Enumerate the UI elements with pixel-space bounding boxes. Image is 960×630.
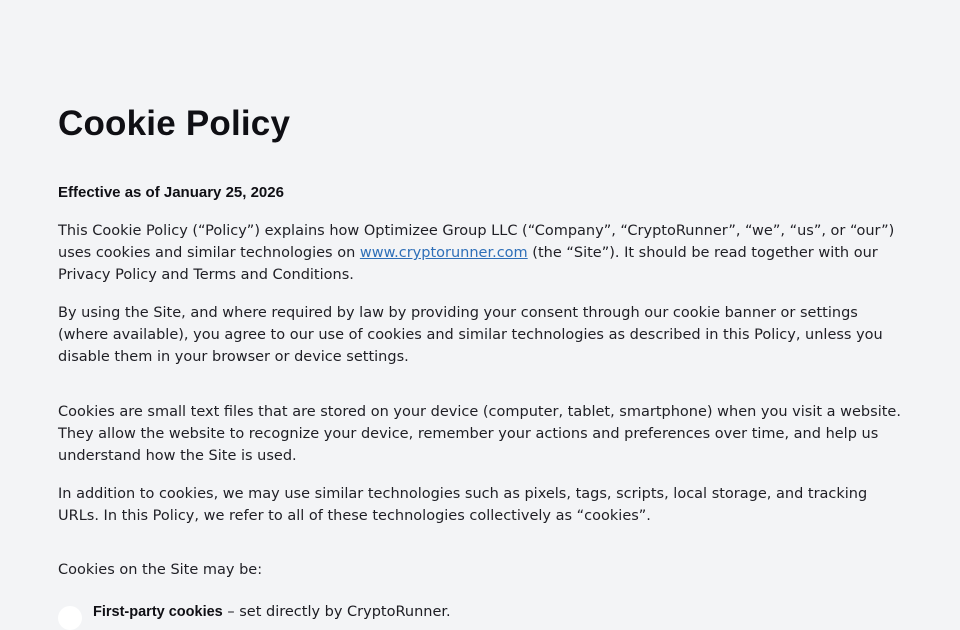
effective-date: Effective as of January 25, 2026	[58, 184, 284, 201]
similar-technologies-paragraph: In addition to cookies, we may use similar technologies such as pixels, tags, scripts, local storage, and tracking URLs. In this Policy, we refer to all of these technologies collectively as “cookies”.	[58, 486, 868, 524]
list-item-text: – set directly by CryptoRunner.	[222, 604, 451, 620]
intro-paragraph-1	[58, 220, 903, 286]
intro-text-before-link: This Cookie Policy (“Policy”) explains how Optimizee Group LLC (“Company”, “CryptoRunner”, “we”, “us”, or “our”) uses cookies and similar technologies on	[58, 223, 895, 261]
list-item	[58, 601, 903, 623]
cookie-types-list	[58, 601, 903, 623]
cookie-policy-page	[58, 104, 903, 623]
cookie-types-intro: Cookies on the Site may be:	[58, 562, 263, 578]
page-title: Cookie Policy	[58, 104, 291, 143]
list-item-title: First-party cookies	[93, 604, 223, 620]
bullet-circle-icon	[58, 606, 82, 630]
intro-paragraph-2: By using the Site, and where required by law by providing your consent through our cookie banner or settings (where available), you agree to our use of cookies and similar technologies as described in this Policy, unless you disable them in your browser or device settings.	[58, 305, 883, 365]
intro-text-after-link: (the “Site”). It should be read together with our Privacy Policy and Terms and Conditions.	[58, 245, 878, 283]
cookies-definition-paragraph: Cookies are small text files that are stored on your device (computer, tablet, smartphone) when you visit a website. They allow the website to recognize your device, remember your actions and preferences over time, and help us understand how the Site is used.	[58, 404, 901, 464]
site-link[interactable]: www.cryptorunner.com	[359, 245, 528, 261]
